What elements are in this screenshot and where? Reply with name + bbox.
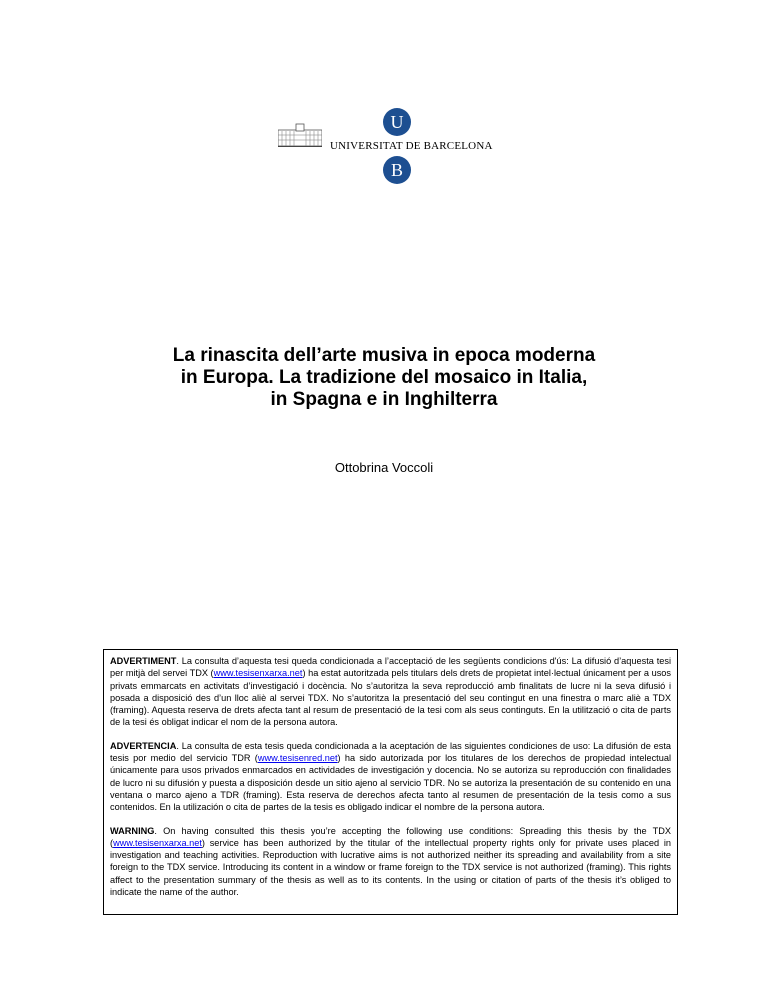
notice-catalan-text-b: ) ha estat autoritzada pels titulars dels drets de propietat intel·lectual únicament per a usos privats emmarcats en activitats d’investigació i docència. No s’autoritza la seva reproducció amb finalitats de lucre ni la seva difusió i posada a disposició des d’un lloc aliè al servei TDX. No s’autoritza la presentació del seu contingut en una finestra o marc aliè a TDX (framing). Aquesta reserva de drets afecta tant al resum de presentació de la tesi com als seus continguts. En la utilització o cita de parts de la tesi és obligat indicar el nom de la persona autora. — [110, 668, 671, 728]
notice-catalan-text-a: . La consulta d’aquesta tesi queda condicionada a l’acceptació de les següents condicions d'ús: La difusió d’aquesta tesi per mitjà del servei TDX ( — [110, 656, 671, 679]
logo-letter-b: B — [383, 156, 411, 184]
university-name: UNIVERSITAT DE BARCELONA — [330, 140, 493, 152]
title-line-3: in Spagna e in Inghilterra — [270, 389, 498, 410]
notice-english-heading: WARNING — [110, 825, 155, 836]
notice-spanish-text-b: ) ha sido autorizada por los titulares de los derechos de propiedad intelectual únicamente para usos privados enmarcados en actividades de investigación y docencia. No se autoriza su reproducción con finalidades de lucro ni su difusión y puesta a disposición desde un sitio ajeno al servicio TDR. No se autoriza la presentación de su contenido en una ventana o marco ajeno a TDR (framing). Esta reserva de derechos afecta tanto al resumen de presentación de la tesis como a sus contenidos. En la utilización o cita de partes de la tesis es obligado indicar el nombre de la persona autora. — [110, 753, 671, 813]
author-name: Ottobrina Voccoli — [334, 460, 434, 475]
usage-notice-box — [103, 649, 678, 915]
title-line-2: in Europa. La tradizione del mosaico in Italia, — [180, 367, 588, 388]
notice-english-text-a: . On having consulted this thesis you’re accepting the following use conditions: Spreading this thesis by the TDX ( — [110, 825, 671, 848]
notice-catalan-heading: ADVERTIMENT — [110, 656, 177, 666]
thesis-title — [0, 345, 768, 411]
tesisenred-link[interactable]: www.tesisenred.net — [257, 753, 338, 764]
notice-spanish — [110, 740, 671, 814]
university-building-icon — [278, 122, 322, 148]
tesisenxarxa-link-english[interactable]: www.tesisenxarxa.net — [113, 837, 202, 848]
notice-english — [110, 825, 671, 899]
title-line-1: La rinascita dell’arte musiva in epoca moderna — [172, 345, 596, 366]
logo-letter-u: U — [383, 108, 411, 136]
notice-english-text-b: ) service has been authorized by the titular of the intellectual property rights only for private uses placed in investigation and teaching activities. Reproduction with lucrative aims is not authorized neither its spreading and availability from a site foreign to the TDX service. Introducing its content in a window or frame foreign to the TDX service is not authorized (framing). This rights affect to the presentation summary of the thesis as well as to its contents. In the using or citation of parts of the thesis it’s obliged to indicate the name of the author. — [110, 837, 671, 898]
tesisenxarxa-link[interactable]: www.tesisenxarxa.net — [213, 668, 303, 679]
notice-spanish-text-a: . La consulta de esta tesis queda condicionada a la aceptación de las siguientes condiciones de uso: La difusión de esta tesis por medio del servicio TDR ( — [110, 740, 671, 764]
notice-spanish-heading: ADVERTENCIA — [110, 740, 177, 751]
notice-catalan — [110, 655, 671, 729]
university-logo — [266, 100, 510, 200]
